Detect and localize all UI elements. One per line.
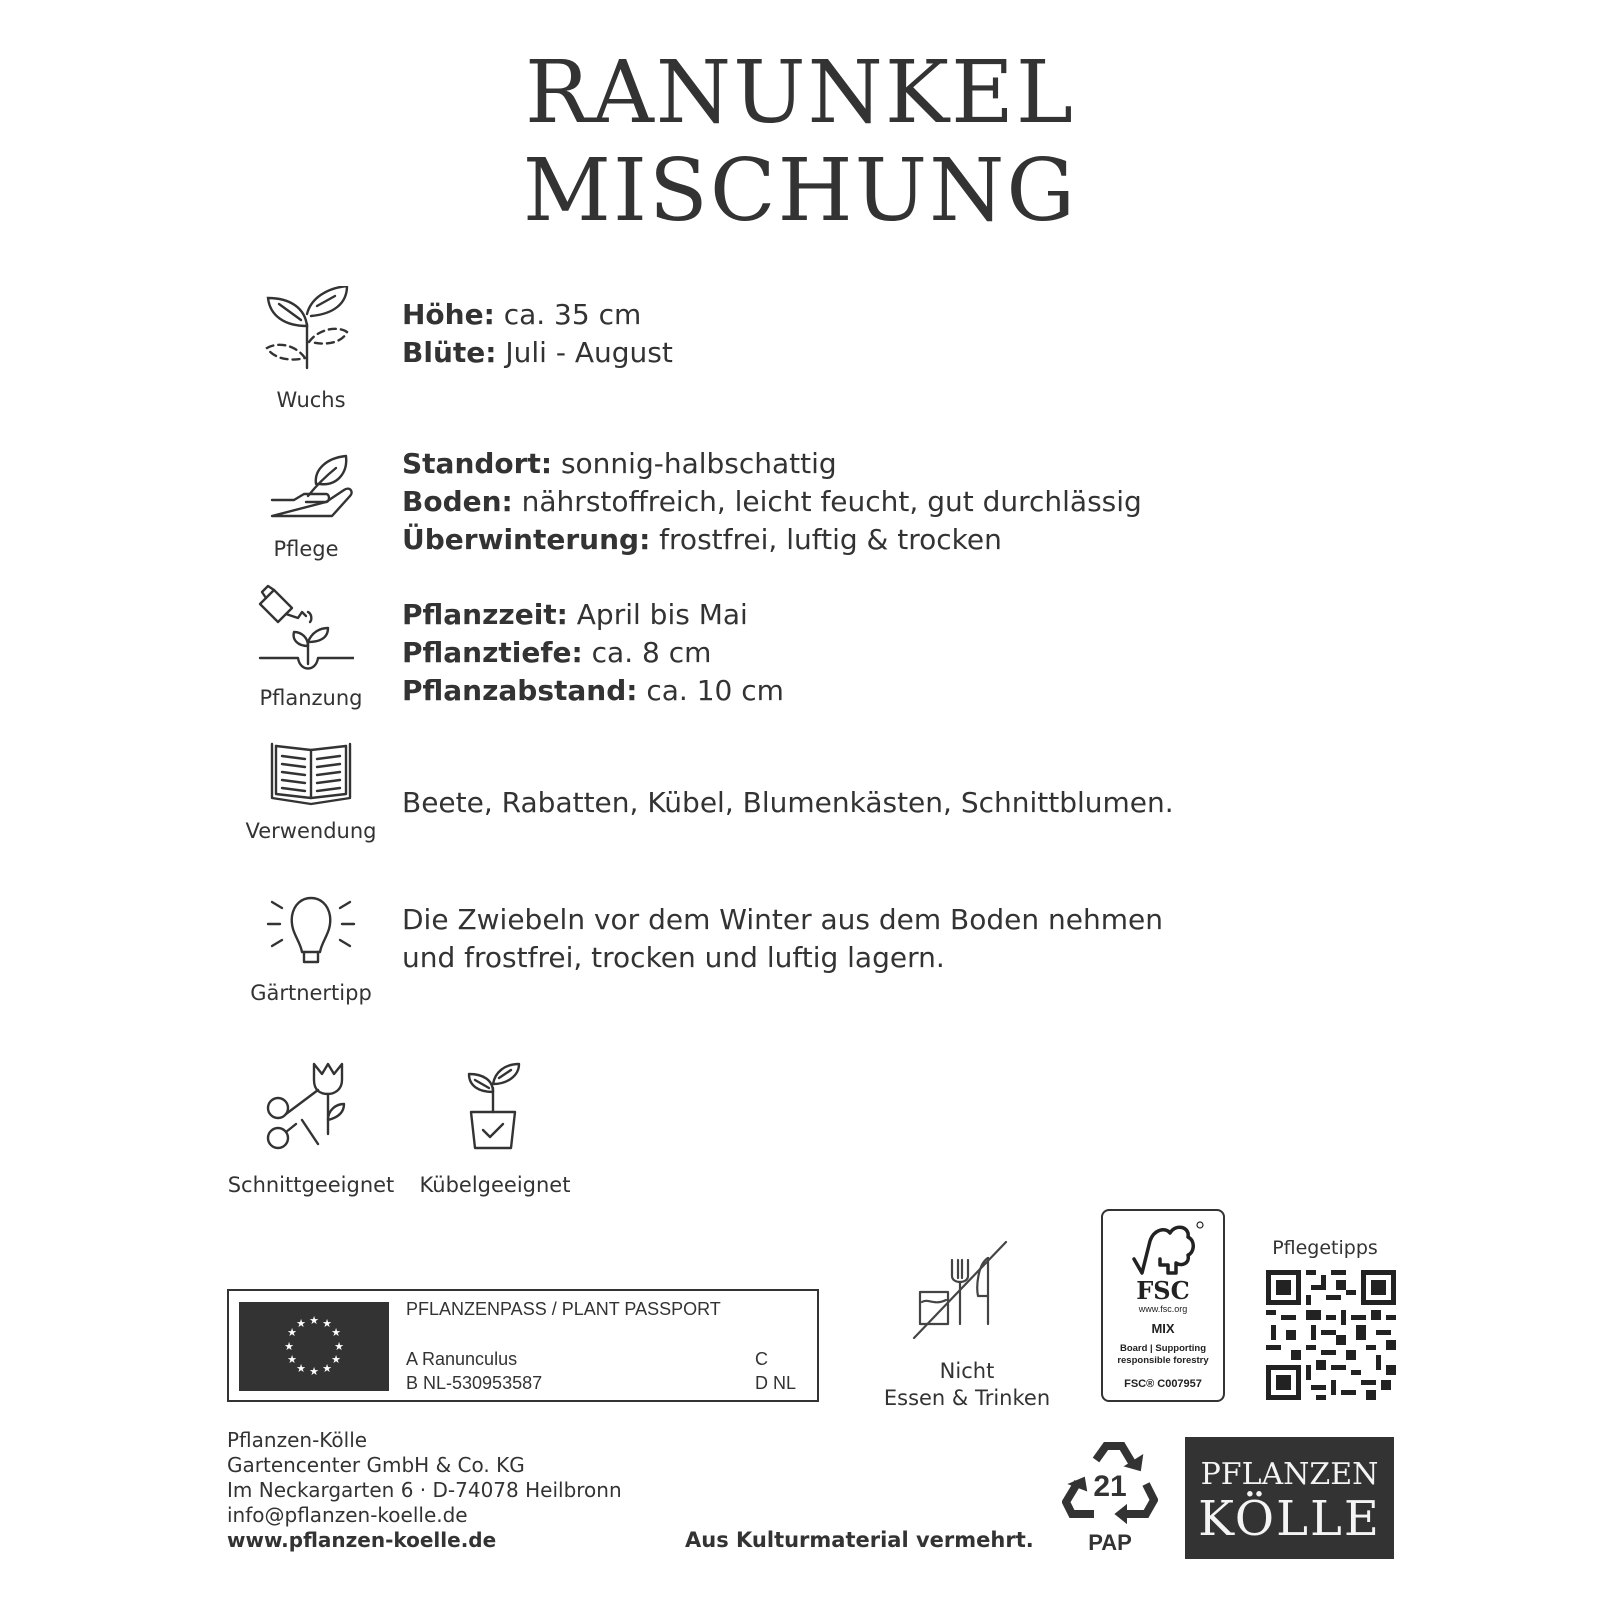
fsc-type: MIX [1151,1321,1175,1336]
fsc-desc1: Board | Supporting [1119,1343,1207,1354]
not-edible-line1: Nicht [939,1359,995,1383]
recycling-code: PAP [1088,1530,1132,1555]
address-street: Im Neckargarten 6 · D-74078 Heilbronn [227,1478,622,1502]
hand-leaf-icon [270,452,354,528]
logo-line2: KÖLLE [1198,1491,1381,1547]
not-edible-line2: Essen & Trinken [883,1386,1051,1410]
svg-text:★: ★ [322,1317,332,1330]
info-bluete: Blüte: Juli - August [402,336,673,369]
plant-passport-a: A Ranunculus [406,1349,518,1369]
product-title-line1: RANUNKEL [525,43,1075,143]
address-website[interactable]: www.pflanzen-koelle.de [227,1528,497,1552]
logo-line1: PFLANZEN [1200,1457,1379,1492]
section-label-wuchs: Wuchs [276,388,346,412]
badge-label-kuebelgeeignet: Kübelgeeignet [419,1173,571,1197]
recycling-number: 21 [1093,1470,1127,1503]
svg-text:★: ★ [309,1365,319,1378]
svg-text:★: ★ [322,1362,332,1375]
plant-passport [227,1289,819,1402]
section-label-pflege: Pflege [273,537,339,561]
fsc-code: FSC® C007957 [1124,1378,1202,1390]
fsc-tree-check-icon [1118,1219,1208,1279]
fsc-url: www.fsc.org [1138,1304,1188,1314]
info-standort: Standort: sonnig-halbschattig [402,447,837,480]
info-verwendung: Beete, Rabatten, Kübel, Blumenkästen, Schnittblumen. [402,786,1174,819]
open-book-icon [270,742,352,806]
svg-text:★: ★ [287,1353,297,1366]
info-pflanzabstand: Pflanzabstand: ca. 10 cm [402,674,784,707]
fsc-brand: FSC [1136,1276,1190,1305]
fsc-label [1101,1209,1225,1402]
potted-plant-check-icon [465,1062,521,1152]
pflanzen-koelle-logo [1185,1437,1394,1559]
qr-label: Pflegetipps [1272,1237,1378,1259]
plant-passport-c: C [755,1349,768,1369]
tip-line2: und frostfrei, trocken und luftig lagern. [402,941,945,974]
product-title-line2: MISCHUNG [522,141,1078,241]
qr-code[interactable] [1266,1270,1396,1400]
info-pflanzzeit: Pflanzzeit: April bis Mai [402,598,748,631]
address-company: Pflanzen-Kölle [227,1428,368,1452]
plant-passport-d: D NL [755,1373,797,1393]
address-email[interactable]: info@pflanzen-koelle.de [227,1503,468,1527]
svg-text:★: ★ [284,1340,294,1353]
svg-text:★: ★ [296,1317,306,1330]
svg-text:★: ★ [331,1326,341,1339]
plant-passport-heading: PFLANZENPASS / PLANT PASSPORT [406,1299,721,1319]
not-edible-label [877,1358,1057,1412]
badge-label-schnittgeeignet: Schnittgeeignet [227,1173,395,1197]
svg-text:★: ★ [334,1340,344,1353]
info-boden: Boden: nährstoffreich, leicht feucht, gut durchlässig [402,485,1142,518]
address-company-legal: Gartencenter GmbH & Co. KG [227,1453,525,1477]
scissors-tulip-icon [266,1062,352,1152]
section-label-gaertnertipp: Gärtnertipp [250,981,372,1005]
fsc-desc2: responsible forestry [1117,1355,1209,1366]
svg-text:★: ★ [287,1326,297,1339]
svg-text:★: ★ [309,1314,319,1327]
section-label-pflanzung: Pflanzung [259,686,363,710]
svg-text:★: ★ [331,1353,341,1366]
sprout-leaves-icon [265,286,355,370]
svg-text:★: ★ [296,1362,306,1375]
plant-passport-b: B NL-530953587 [406,1373,543,1393]
info-ueberwinterung: Überwinterung: frostfrei, luftig & trocken [402,523,1002,556]
tip-line1: Die Zwiebeln vor dem Winter aus dem Boden nehmen [402,903,1164,936]
section-label-verwendung: Verwendung [245,819,377,843]
no-eating-drinking-icon [912,1240,1012,1340]
info-hoehe: Höhe: ca. 35 cm [402,298,642,331]
info-pflanztiefe: Pflanztiefe: ca. 8 cm [402,636,712,669]
eu-flag-icon [239,1302,389,1391]
watering-can-seedling-icon [258,584,354,676]
culture-note: Aus Kulturmaterial vermehrt. [685,1528,1034,1552]
light-bulb-icon [266,896,356,968]
